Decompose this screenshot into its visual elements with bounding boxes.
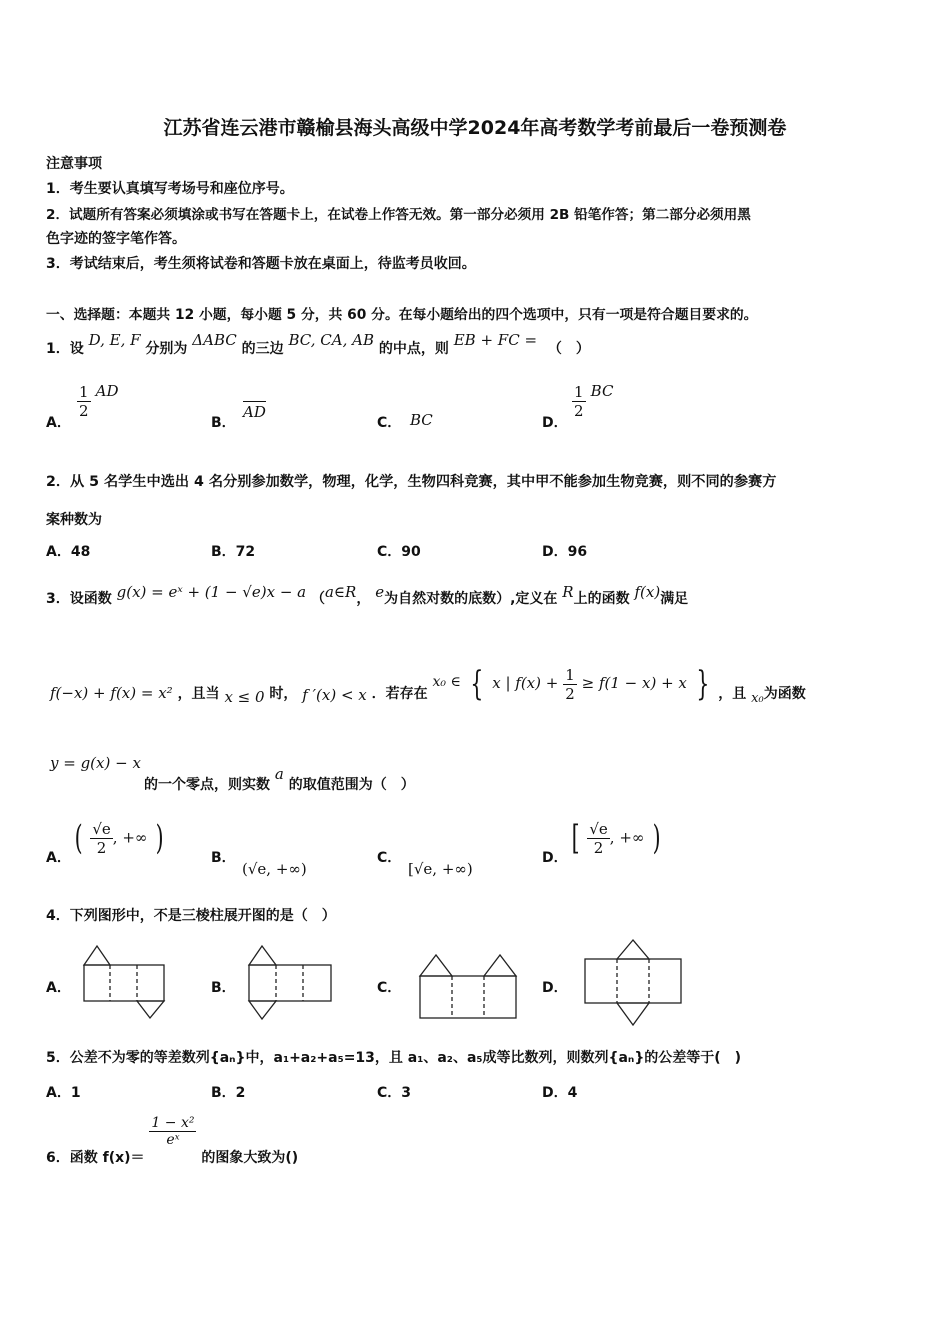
- q3-math-e: e: [375, 583, 385, 601]
- question-1-stem: [46, 331, 590, 358]
- q2-option-c: C．90: [377, 544, 421, 560]
- q1-option-a-label: A．: [46, 415, 71, 431]
- vector-bc: BC: [410, 411, 433, 429]
- q3-math-g: g(x) = eˣ + (1 − √e)x − a: [116, 583, 307, 601]
- q3-text-12: 的一个零点，则实数: [144, 777, 270, 793]
- page-title: 江苏省连云港市赣榆县海头高级中学2024年高考数学考前最后一卷预测卷: [163, 117, 787, 139]
- q3-math-a: a: [274, 765, 284, 783]
- net-diagram-c: [416, 950, 520, 1022]
- q3-option-c-value: [√e, +∞): [408, 860, 473, 878]
- q3-option-b-label: B．: [211, 850, 236, 866]
- q3-option-c-label: C．: [377, 850, 402, 866]
- q1-text-3: 的三边: [241, 341, 284, 357]
- q3-math-derivative: f ′(x) < x: [302, 686, 367, 704]
- half-fraction: $\frac{1}{2}$: [79, 383, 89, 420]
- q4-option-d-label: D．: [542, 980, 568, 996]
- q6-fraction: $\frac{\text{1 − x²}}{\text{eˣ}}$: [151, 1115, 195, 1148]
- question-2-line-2: 案种数为: [46, 512, 102, 528]
- notice-item-1: 1．考生要认真填写考场号和座位序号。: [46, 181, 294, 197]
- right-brace: }: [696, 664, 710, 704]
- vector-ad-b: AD: [243, 403, 266, 421]
- q3-text-4: 为自然对数的底数）,定义在: [384, 591, 558, 607]
- question-3-line-2: [50, 664, 806, 704]
- q2-option-b: B．72: [211, 544, 256, 560]
- q1-option-d-label: D．: [542, 415, 568, 431]
- q1-math-sides: BC, CA, AB: [288, 331, 374, 349]
- q5-option-a: A．1: [46, 1085, 81, 1101]
- vector-ad: AD: [95, 382, 119, 400]
- net-diagram-d: [582, 937, 686, 1029]
- q5-option-d: D．4: [542, 1085, 578, 1101]
- q2-option-d: D．96: [542, 544, 588, 560]
- q3-math-f: f(x): [634, 583, 661, 601]
- q3-text-9: ．若存在: [371, 686, 428, 702]
- notice-item-2-line-1: 2．试题所有答案必须填涂或书写在答题卡上，在试卷上作答无效。第一部分必须用 2B 铅笔作答；第二部分必须用黑: [46, 207, 751, 223]
- plus-infinity: , +∞: [112, 828, 148, 847]
- plus-infinity: , +∞: [609, 828, 645, 847]
- q3-option-d-label: D．: [542, 850, 568, 866]
- right-paren: ): [652, 818, 661, 858]
- sqrt-e-over-2: $\frac{√e}{2}$: [92, 819, 111, 857]
- question-3-line-3: [50, 754, 141, 780]
- vector-bc-d: BC: [590, 382, 614, 400]
- q3-text-1: 3．设函数: [46, 591, 112, 607]
- q3-math-x0-in: x₀ ∈: [432, 674, 461, 690]
- q1-text-1: 1．设: [46, 341, 84, 357]
- half-fraction: $\frac{1}{2}$: [574, 383, 584, 420]
- q6-text-2: 的图象大致为(): [201, 1149, 299, 1166]
- q1-answer-paren: （ ）: [547, 341, 590, 357]
- question-3-line-3-text: [144, 765, 415, 794]
- q3-math-set: x | f(x) +: [492, 674, 559, 692]
- q3-text-11: 为函数: [763, 686, 806, 702]
- q3-option-a-label: A．: [46, 850, 71, 866]
- q3-option-a-value: [72, 818, 166, 858]
- q3-text-13: 的取值范围为（ ）: [288, 777, 415, 793]
- q3-text-6: 满足: [660, 591, 689, 607]
- notice-item-3: 3．考试结束后，考生须将试卷和答题卡放在桌面上，待监考员收回。: [46, 256, 476, 272]
- q3-math-x-le-0: x ≤ 0: [224, 688, 265, 706]
- q3-math-x0: x₀: [751, 691, 764, 706]
- half-fraction: $\frac{1}{2}$: [565, 665, 575, 703]
- left-brace: {: [470, 664, 484, 704]
- q4-option-b-label: B．: [211, 980, 236, 996]
- question-5-stem: 5．公差不为零的等差数列{aₙ}中，a₁+a₂+a₅=13，且 a₁、a₂、a₅成等比数列，则数列{aₙ}的公差等于( ): [46, 1050, 742, 1066]
- q3-math-condition: f(−x) + f(x) = x²: [50, 684, 173, 702]
- q1-math-expression: EB + FC =: [453, 331, 538, 349]
- q1-option-b-value: [243, 402, 266, 421]
- q1-math-triangle: ΔABC: [192, 331, 237, 349]
- q2-option-a: A．48: [46, 544, 91, 560]
- q1-text-2: 分别为: [145, 341, 188, 357]
- notice-heading: 注意事项: [46, 156, 102, 172]
- q3-option-b-value: (√e, +∞): [242, 860, 307, 878]
- q4-option-c-label: C．: [377, 980, 402, 996]
- q1-math-points: D, E, F: [88, 331, 141, 349]
- q3-math-y: y = g(x) − x: [50, 754, 141, 772]
- q1-option-d-value: [572, 383, 613, 420]
- q3-math-set-rhs: ≥ f(1 − x) + x: [581, 674, 687, 692]
- q1-option-b-label: B．: [211, 415, 236, 431]
- q3-math-r: R: [562, 583, 574, 601]
- q3-text-2: （: [310, 591, 325, 607]
- left-bracket: [: [571, 818, 580, 858]
- q3-text-8: 时，: [269, 686, 298, 702]
- q1-text-4: 的中点，则: [378, 341, 449, 357]
- q3-text-5: 上的函数: [573, 591, 630, 607]
- q1-option-c-label: C．: [377, 415, 402, 431]
- q3-math-a-in-r: a∈R: [324, 583, 357, 601]
- q6-text-1: 6．函数 f(x)＝: [46, 1149, 145, 1166]
- right-paren: ): [155, 818, 164, 858]
- q5-option-b: B．2: [211, 1085, 246, 1101]
- q1-option-a-value: [77, 383, 119, 420]
- net-diagram-b: [245, 943, 335, 1021]
- q3-text-7: ，且当: [177, 686, 220, 702]
- question-3-line-1: [46, 583, 689, 608]
- q3-text-3: ，: [356, 591, 371, 607]
- section-heading: 一、选择题：本题共 12 小题，每小题 5 分，共 60 分。在每小题给出的四个选项中，只有一项是符合题目要求的。: [46, 307, 758, 323]
- question-6-stem: [46, 1115, 299, 1166]
- sqrt-e-over-2: $\frac{√e}{2}$: [589, 819, 608, 857]
- q4-option-a-label: A．: [46, 980, 71, 996]
- net-diagram-a: [80, 943, 170, 1021]
- question-2-line-1: 2．从 5 名学生中选出 4 名分别参加数学，物理，化学，生物四科竞赛，其中甲不能参加生物竞赛，则不同的参赛方: [46, 474, 777, 490]
- q3-text-10: ，且: [718, 686, 747, 702]
- q3-option-d-value: [569, 818, 663, 858]
- left-paren: (: [74, 818, 83, 858]
- notice-item-2-line-2: 色字迹的签字笔作答。: [46, 231, 186, 247]
- q5-option-c: C．3: [377, 1085, 412, 1101]
- question-4-stem: 4．下列图形中，不是三棱柱展开图的是（ ）: [46, 908, 336, 924]
